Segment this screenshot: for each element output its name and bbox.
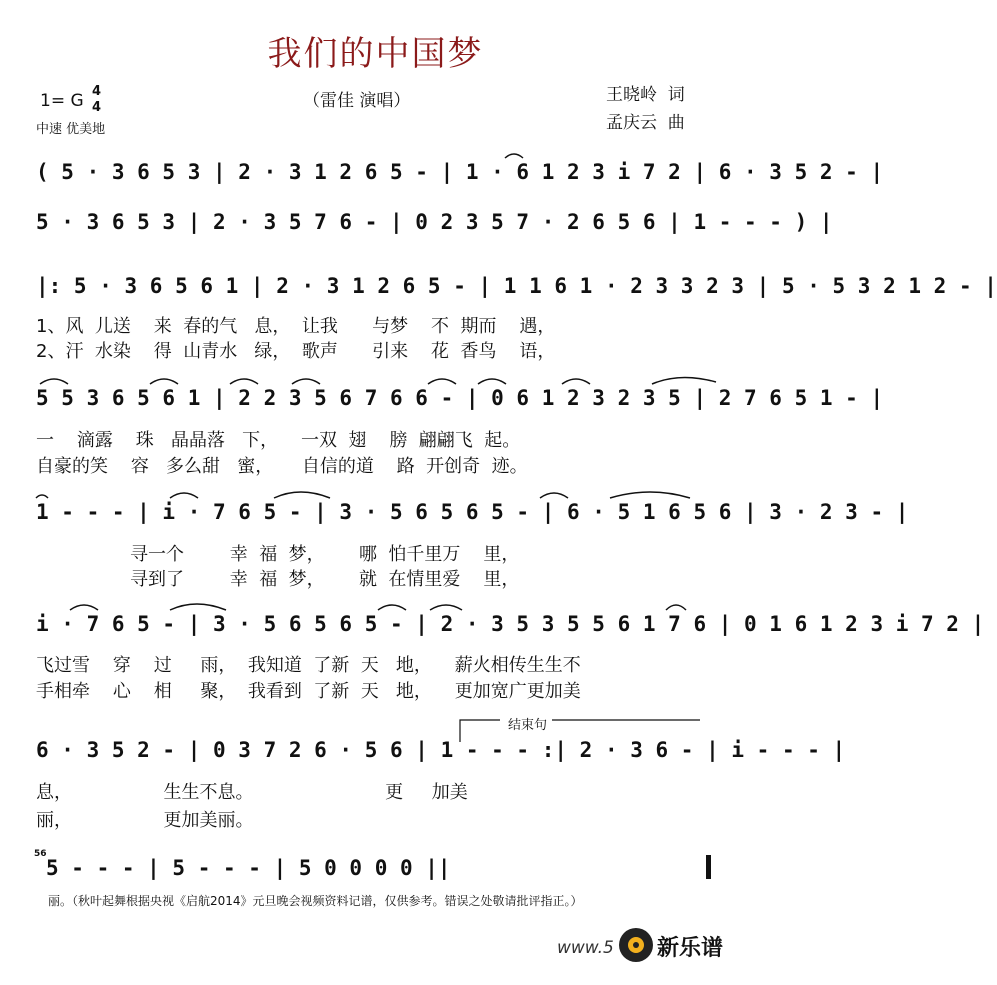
notation-row-7: 6 · 3 5 2 - | 0 3 7 2 6 · 5 6 | 1 - - - :| 2 · 3 6 - | i - - - | <box>36 738 846 762</box>
lyricist-credit: 王晓岭 词 <box>606 85 685 105</box>
notation-row-4: 5 5 3 6 5 6 1 | 2 2 3 5 6 7 6 6 - | 0 6 1 2 3 2 3 5 | 2 7 6 5 1 - | <box>36 386 884 410</box>
slur <box>230 379 258 384</box>
watermark-url: www.5 <box>557 938 614 958</box>
slur <box>170 493 198 498</box>
slur <box>36 495 48 498</box>
notation-row-6: i · 7 6 5 - | 3 · 5 6 5 6 5 - | 2 · 3 5 3 5 5 6 1 7 6 | 0 1 6 1 2 3 i 7 2 | <box>36 612 985 636</box>
notation-row-5: 1 - - - | i · 7 6 5 - | 3 · 5 6 5 6 5 - | 6 · 5 1 6 5 6 | 3 · 2 3 - | <box>36 500 909 524</box>
tempo-marking: 中速 优美地 <box>36 122 106 137</box>
lyric-row-7b: 丽， 更加美丽。 <box>36 810 254 831</box>
lyric-row-6b: 手相牵 心 相 聚， 我看到 了新 天 地， 更加宽广更加美 <box>36 681 581 702</box>
key-signature: 1= G <box>40 91 84 111</box>
song-title: 我们的中国梦 <box>267 34 484 74</box>
brand-logo: 新乐谱 <box>657 936 724 961</box>
lyric-row-4a: 一 滴露 珠 晶晶落 下， 一双 翅 膀 翩翩飞 起。 <box>36 430 521 451</box>
slur <box>40 379 68 384</box>
lyric-row-7a: 息， 生生不息。 更 加美 <box>36 782 468 803</box>
lyric-row-6a: 飞过雪 穿 过 雨， 我知道 了新 天 地， 薪火相传生生不 <box>36 655 581 676</box>
slur <box>170 604 226 610</box>
ending-bracket <box>460 720 500 742</box>
slur <box>666 605 686 610</box>
slur <box>540 493 568 498</box>
notation-row-3: |: 5 · 3 6 5 6 1 | 2 · 3 1 2 6 5 - | 1 1 6 1 · 2 3 3 2 3 | 5 · 5 3 2 1 2 - | <box>36 274 997 298</box>
lyric-row-5a: 寻一个 幸 福 梦， 哪 怕千里万 里， <box>130 544 520 565</box>
slur <box>70 605 98 610</box>
lyric-row-3b: 2、汗 水染 得 山青水 绿， 歌声 引来 花 香鸟 语， <box>36 341 556 362</box>
slur <box>652 377 716 384</box>
coda-sign: 56 <box>34 849 47 859</box>
slur <box>292 379 320 384</box>
slur <box>430 605 462 610</box>
slur <box>428 379 456 384</box>
ending-marking: 结束句 <box>508 718 548 733</box>
slur <box>274 492 330 498</box>
time-signature-bottom: 4 <box>92 100 102 115</box>
lyric-row-4b: 自豪的笑 容 多么甜 蜜， 自信的道 路 开创奇 迹。 <box>36 456 528 477</box>
slur <box>505 154 523 158</box>
slur <box>562 379 590 384</box>
notation-row-8: 5 - - - | 5 - - - | 5 0 0 0 0 || <box>46 856 451 880</box>
notation-row-2: 5 · 3 6 5 3 | 2 · 3 5 7 6 - | 0 2 3 5 7 · 2 6 5 6 | 1 - - - ) | <box>36 210 833 234</box>
final-barline <box>706 855 711 879</box>
notation-row-1: ( 5 · 3 6 5 3 | 2 · 3 1 2 6 5 - | 1 · 6 1 2 3 i 7 2 | 6 · 3 5 2 - | <box>36 160 884 184</box>
singer-credit: （雷佳 演唱） <box>303 91 411 111</box>
slur <box>610 492 690 498</box>
slur <box>378 605 406 610</box>
composer-credit: 孟庆云 曲 <box>606 113 685 133</box>
lyric-row-3a: 1、风 儿送 来 春的气 息， 让我 与梦 不 期而 遇， <box>36 316 556 337</box>
slur <box>150 379 178 384</box>
lyric-row-5b: 寻到了 幸 福 梦， 就 在情里爱 里， <box>130 569 520 590</box>
time-signature-top: 4 <box>92 84 102 99</box>
slur <box>478 379 506 384</box>
footer-note: 丽。（秋叶起舞根据央视《启航2014》元旦晚会视频资料记谱，仅供参考。错误之处敬请批评指正。） <box>48 894 583 908</box>
